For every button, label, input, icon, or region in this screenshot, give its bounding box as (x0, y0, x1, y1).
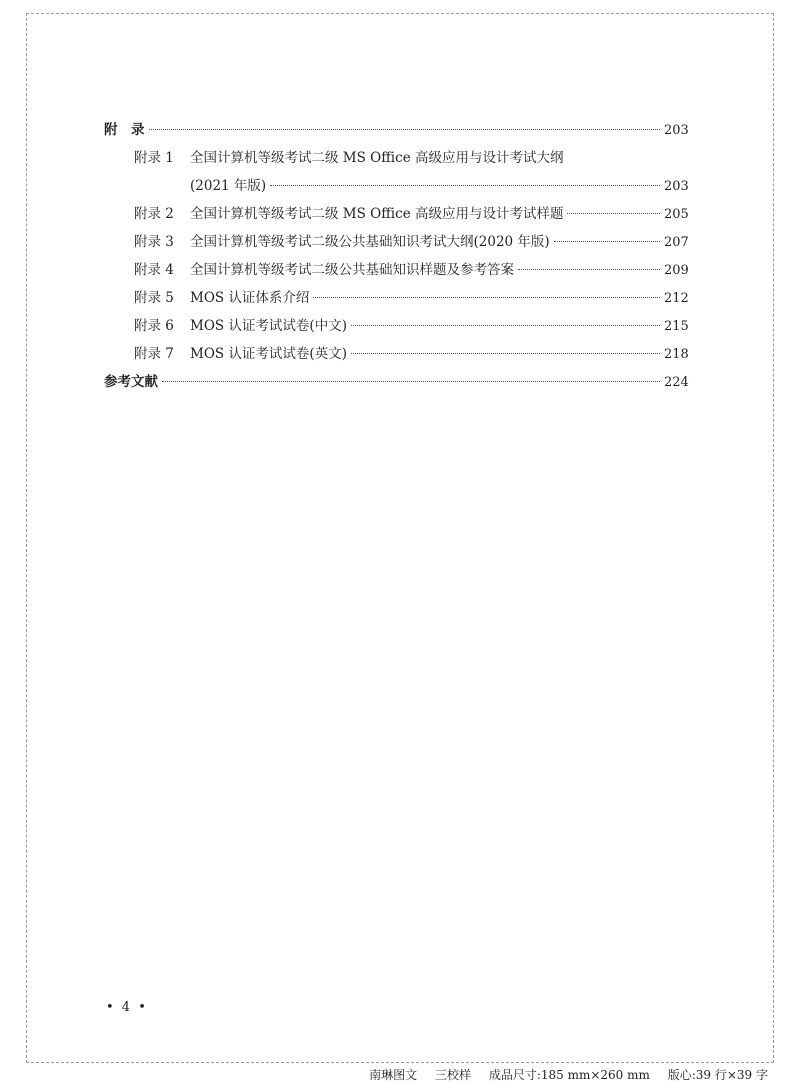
toc-page-number: 203 (664, 123, 689, 138)
toc-item-appendix-3[interactable] (104, 228, 688, 256)
toc-page-number: 209 (664, 263, 689, 278)
toc-page-number: 207 (664, 235, 689, 250)
dot-leader (149, 129, 661, 130)
toc-page-number: 218 (664, 347, 689, 362)
toc-references-row[interactable] (104, 368, 688, 396)
toc-item-title: 全国计算机等级考试二级 MS Office 高级应用与设计考试大纲 (190, 150, 564, 166)
dot-leader (270, 185, 660, 186)
toc-item-title: 全国计算机等级考试二级公共基础知识样题及参考答案 (190, 262, 514, 278)
toc-item-appendix-6[interactable] (104, 312, 688, 340)
toc-item-number: 附录 7 (134, 346, 174, 362)
dot-leader (162, 381, 660, 382)
toc-item-number: 附录 5 (134, 290, 174, 306)
dot-leader (567, 213, 660, 214)
footer-type-area: 版心:39 行×39 字 (667, 1068, 768, 1082)
page-number: • 4 • (106, 1000, 148, 1015)
toc-page-number: 215 (664, 319, 689, 334)
dot-leader (554, 241, 660, 242)
toc-item-appendix-1-continuation[interactable] (104, 172, 688, 200)
toc-appendix-label: 附 录 (104, 122, 145, 138)
dot-leader (518, 269, 660, 270)
toc-item-number: 附录 6 (134, 318, 174, 334)
dot-leader (313, 297, 660, 298)
toc-page-number: 203 (664, 179, 689, 194)
toc-page-number: 212 (664, 291, 689, 306)
toc-item-appendix-7[interactable] (104, 340, 688, 368)
toc-appendix-row[interactable] (104, 116, 688, 144)
toc-page-number: 205 (664, 207, 689, 222)
toc-page-number: 224 (664, 375, 689, 390)
toc-item-title-continuation: (2021 年版) (190, 178, 267, 194)
toc-item-title: MOS 认证考试试卷(英文) (190, 346, 347, 362)
toc-item-appendix-4[interactable] (104, 256, 688, 284)
toc-item-title: MOS 认证考试试卷(中文) (190, 318, 347, 334)
proof-footer (355, 1066, 768, 1083)
toc-item-number: 附录 1 (134, 150, 174, 166)
toc-item-title: 全国计算机等级考试二级公共基础知识考试大纲(2020 年版) (190, 234, 550, 250)
toc-item-appendix-1[interactable] (104, 144, 688, 172)
footer-proof-stage: 三校样 (434, 1068, 471, 1082)
footer-trim-size: 成品尺寸:185 mm×260 mm (488, 1068, 650, 1082)
table-of-contents (104, 116, 688, 396)
dot-leader (351, 325, 660, 326)
toc-item-number: 附录 3 (134, 234, 174, 250)
toc-item-title: 全国计算机等级考试二级 MS Office 高级应用与设计考试样题 (190, 206, 564, 222)
toc-item-number: 附录 2 (134, 206, 174, 222)
toc-references-label: 参考文献 (104, 374, 158, 390)
toc-item-number: 附录 4 (134, 262, 174, 278)
footer-publisher: 南琳图文 (369, 1068, 418, 1082)
toc-item-title: MOS 认证体系介绍 (190, 290, 310, 306)
toc-item-appendix-5[interactable] (104, 284, 688, 312)
toc-item-appendix-2[interactable] (104, 200, 688, 228)
dot-leader (351, 353, 660, 354)
